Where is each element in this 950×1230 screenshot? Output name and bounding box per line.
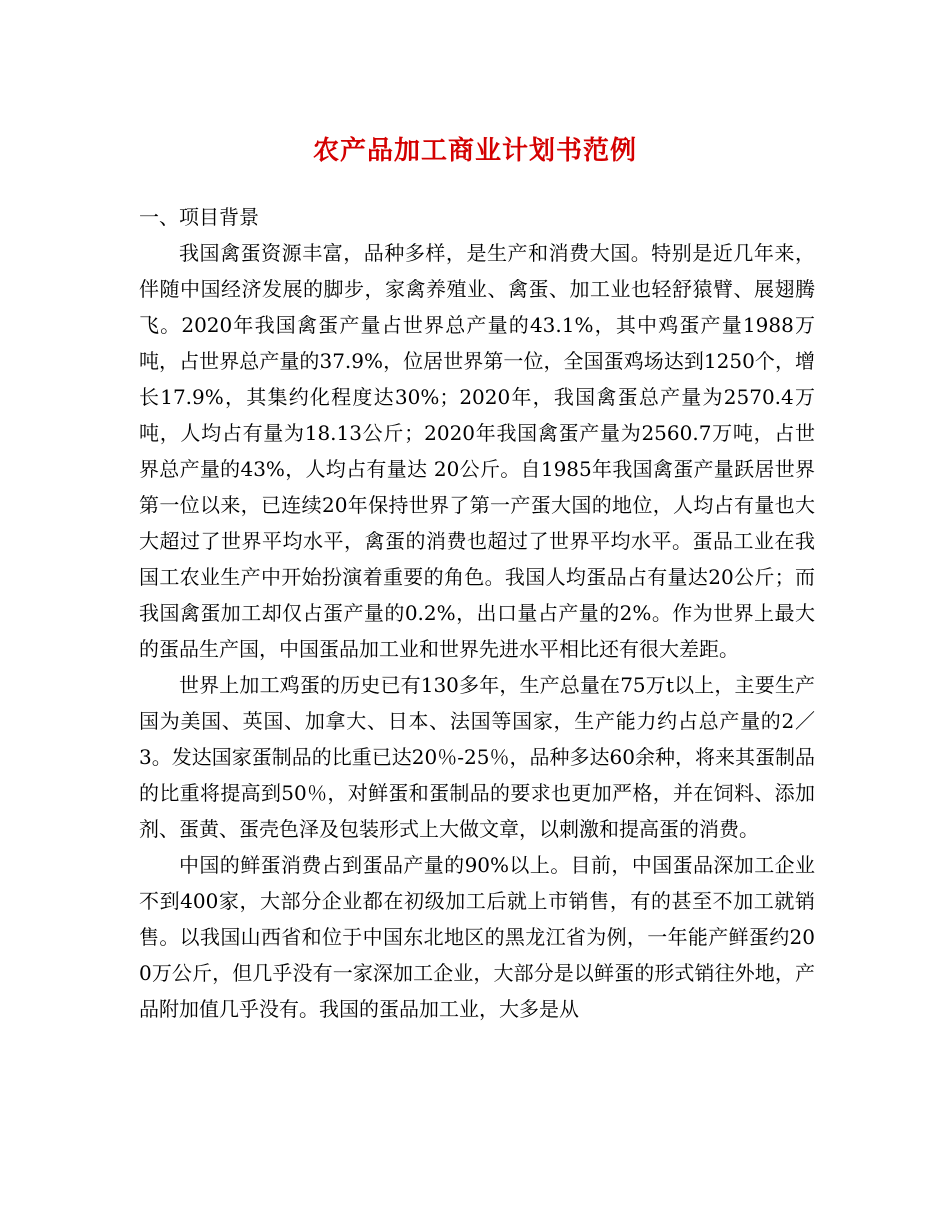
- document-body: [139, 199, 815, 1027]
- paragraph-1: 我国禽蛋资源丰富，品种多样，是生产和消费大国。特别是近几年来，伴随中国经济发展的脚步，家禽养殖业、禽蛋、加工业也轻舒猿臂、展翅腾飞。2020年我国禽蛋产量占世界总产量的43.1%，其中鸡蛋产量1988万吨，占世界总产量的37.9%，位居世界第一位，全国蛋鸡场达到1250个，增长17.9%，其集约化程度达30%；2020年，我国禽蛋总产量为2570.4万吨，人均占有量为18.13公斤；2020年我国禽蛋产量为2560.7万吨，占世界总产量的43%，人均占有量达 20公斤。自1985年我国禽蛋产量跃居世界第一位以来，已连续20年保持世界了第一产蛋大国的地位，人均占有量也大大超过了世界平均水平，禽蛋的消费也超过了世界平均水平。蛋品工业在我国工农业生产中开始扮演着重要的角色。我国人均蛋品占有量达20公斤；而我国禽蛋加工却仅占蛋产量的0.2%，出口量占产量的2%。作为世界上最大的蛋品生产国，中国蛋品加工业和世界先进水平相比还有很大差距。: [139, 241, 815, 661]
- section-heading: 一、项目背景: [139, 205, 259, 229]
- paragraph-3: 中国的鲜蛋消费占到蛋品产量的90%以上。目前，中国蛋品深加工企业不到400家，大部分企业都在初级加工后就上市销售，有的甚至不加工就销售。以我国山西省和位于中国东北地区的黑龙江省为例，一年能产鲜蛋约200万公斤，但几乎没有一家深加工企业，大部分是以鲜蛋的形式销往外地，产品附加值几乎没有。我国的蛋品加工业，大多是从: [139, 853, 815, 1021]
- document-title: 农产品加工商业计划书范例: [312, 136, 637, 166]
- paragraph-2: 世界上加工鸡蛋的历史已有130多年，生产总量在75万t以上，主要生产国为美国、英国、加拿大、日本、法国等国家，生产能力约占总产量的2／3。发达国家蛋制品的比重已达20％-25％，品种多达60余种，将来其蛋制品的比重将提高到50％，对鲜蛋和蛋制品的要求也更加严格，并在饲料、添加剂、蛋黄、蛋壳色泽及包装形式上大做文章，以刺激和提高蛋的消费。: [139, 673, 815, 841]
